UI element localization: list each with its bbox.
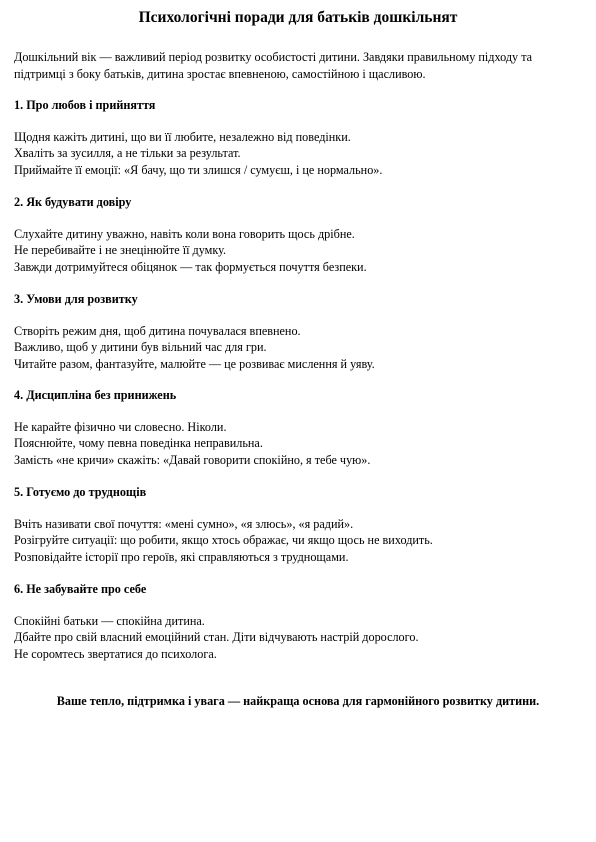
section-line: Слухайте дитину уважно, навіть коли вона говорить щось дрібне. (14, 227, 355, 241)
section-love-acceptance (14, 97, 584, 178)
section-line: Щодня кажіть дитині, що ви її любите, незалежно від поведінки. (14, 130, 351, 144)
closing-statement: Ваше тепло, підтримка і увага — найкраща основа для гармонійного розвитку дитини. (56, 694, 540, 708)
page-title: Психологічні поради для батьків дошкільнят (138, 9, 458, 26)
section-line: Не перебивайте і не знецінюйте її думку. (14, 243, 227, 258)
section-line: Розповідайте історії про героїв, які справляються з труднощами. (14, 549, 349, 564)
section-heading: 1. Про любов і прийняття (14, 98, 156, 112)
section-line: Замість «не кричи» скажіть: «Давай говорити спокійно, я тебе чую». (14, 452, 371, 467)
section-trust (14, 194, 584, 275)
section-line: Створіть режим дня, щоб дитина почувалася впевнено. (14, 324, 301, 338)
section-line: Пояснюйте, чому певна поведінка неправильна. (14, 436, 263, 451)
section-heading: 6. Не забувайте про себе (14, 582, 147, 596)
section-heading: 4. Дисципліна без принижень (14, 388, 177, 402)
section-heading: 5. Готуємо до труднощів (14, 485, 147, 499)
section-heading: 2. Як будувати довіру (14, 195, 132, 209)
section-line: Хваліть за зусилля, а не тільки за результат. (14, 146, 241, 161)
section-self-care (14, 581, 584, 662)
section-discipline (14, 387, 584, 468)
intro-paragraph: Дошкільний вік — важливий період розвитку особистості дитини. Завдяки правильному підходу та підтримці з боку батьків, дитина зростає впевненою, самостійною і щасливою. (14, 50, 533, 81)
section-line: Не соромтесь звертатися до психолога. (14, 646, 217, 661)
section-line: Завжди дотримуйтеся обіцянок — так формується почуття безпеки. (14, 259, 367, 274)
section-line: Важливо, щоб у дитини був вільний час для гри. (14, 340, 267, 355)
section-line: Читайте разом, фантазуйте, малюйте — це розвиває мислення й уяву. (14, 356, 375, 371)
section-heading: 3. Умови для розвитку (14, 292, 138, 306)
section-difficulties (14, 484, 584, 565)
section-line: Не карайте фізично чи словесно. Ніколи. (14, 420, 227, 434)
section-development (14, 291, 584, 372)
section-line: Спокійні батьки — спокійна дитина. (14, 614, 205, 628)
section-line: Приймайте її емоції: «Я бачу, що ти злишся / сумуєш, і це нормально». (14, 162, 383, 177)
section-line: Вчіть називати свої почуття: «мені сумно», «я злюсь», «я радий». (14, 517, 354, 531)
section-line: Дбайте про свій власний емоційний стан. Діти відчувають настрій дорослого. (14, 630, 419, 645)
section-line: Розігруйте ситуації: що робити, якщо хтось ображає, чи якщо щось не виходить. (14, 533, 433, 548)
